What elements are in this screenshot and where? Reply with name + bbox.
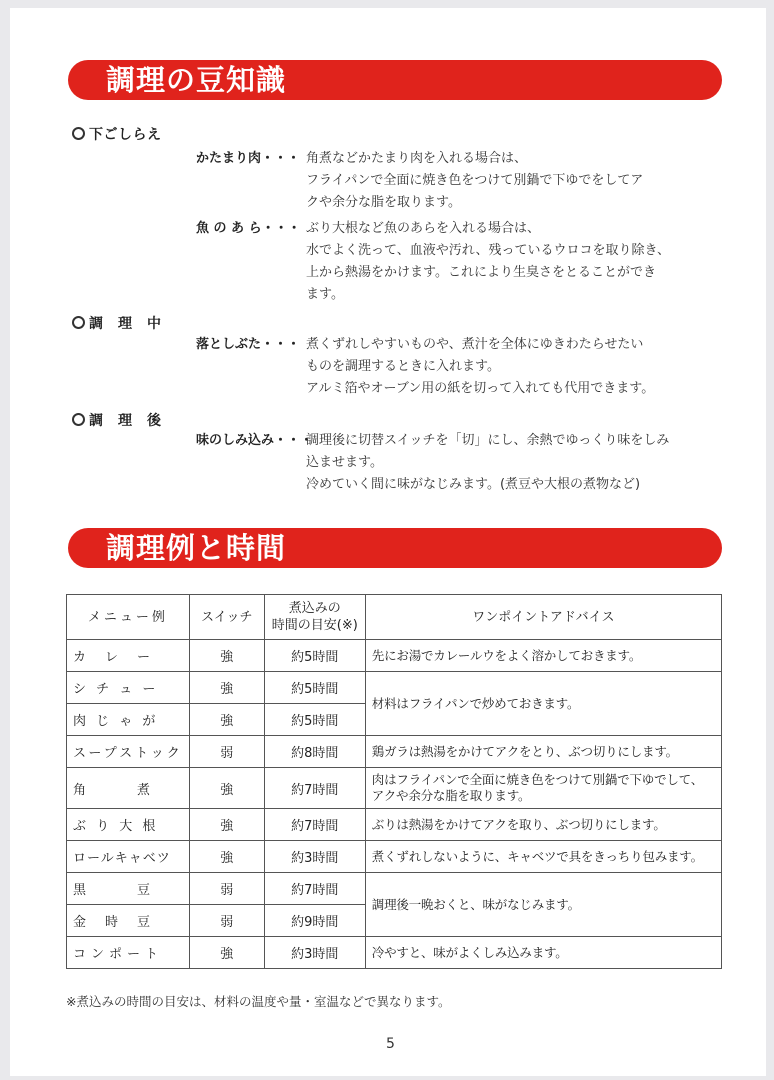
cell-menu: 肉 じ ゃ が	[67, 704, 190, 736]
desc-aji-shimikomi	[306, 430, 726, 496]
cell-menu: コンポート	[67, 937, 190, 969]
cell-time: 約3時間	[264, 841, 365, 873]
section-prep-label: 下ごしらえ	[89, 127, 162, 143]
cell-switch: 強	[189, 672, 264, 704]
section-after-heading	[72, 412, 162, 430]
cell-advice: 鶏ガラは熱湯をかけてアクをとり、ぶつ切りにします。	[365, 736, 721, 768]
cell-advice: ぶりは熱湯をかけてアクを取り、ぶつ切りにします。	[365, 809, 721, 841]
cell-advice: 肉はフライパンで全面に焼き色をつけて別鍋で下ゆでして、アクや余分な脂を取ります。	[365, 768, 721, 809]
section-during-label: 調 理 中	[89, 316, 162, 332]
desc-line: 上から熱湯をかけます。これにより生臭さをとることができ	[306, 265, 656, 280]
page-number: 5	[386, 1036, 395, 1052]
table-header-row	[67, 595, 722, 640]
header-time-line1: 煮込みの	[288, 601, 341, 616]
cell-menu: シ チ ュ ー	[67, 672, 190, 704]
cell-time: 約7時間	[264, 809, 365, 841]
table-row	[67, 937, 722, 969]
examples-banner	[68, 528, 722, 568]
desc-line: 煮くずれしやすいものや、煮汁を全体にゆきわたらせたい	[306, 337, 644, 352]
cell-switch: 強	[189, 809, 264, 841]
cell-time: 約9時間	[264, 905, 365, 937]
cell-time: 約7時間	[264, 768, 365, 809]
footnote: ※煮込みの時間の目安は、材料の温度や量・室温などで異なります。	[66, 994, 451, 1009]
table-row	[67, 736, 722, 768]
term-otoshibuta: 落としぶた・・・	[196, 337, 301, 352]
circle-bullet-icon	[72, 413, 85, 426]
cell-time: 約5時間	[264, 704, 365, 736]
cell-switch: 強	[189, 841, 264, 873]
examples-title: 調理例と時間	[106, 531, 287, 565]
desc-line: 冷めていく間に味がなじみます。(煮豆や大根の煮物など)	[306, 477, 641, 492]
desc-line: 角煮などかたまり肉を入れる場合は、	[306, 151, 528, 166]
desc-line: フライパンで全面に焼き色をつけて別鍋で下ゆでをしてア	[306, 173, 644, 188]
table-row	[67, 841, 722, 873]
cell-menu: スープストック	[67, 736, 190, 768]
desc-line: 水でよく洗って、血液や汚れ、残っているウロコを取り除き、	[306, 243, 671, 258]
header-switch: スイッチ	[189, 595, 264, 640]
cell-advice: 材料はフライパンで炒めておきます。	[365, 672, 721, 736]
cell-menu: 黒 豆	[67, 873, 190, 905]
desc-katamari-niku	[306, 148, 726, 214]
tips-banner	[68, 60, 722, 100]
table-row	[67, 809, 722, 841]
header-time	[264, 595, 365, 640]
manual-page	[10, 8, 766, 1076]
cell-time: 約5時間	[264, 672, 365, 704]
desc-sakana-ara	[306, 218, 726, 306]
desc-line: ます。	[306, 287, 344, 302]
table-row	[67, 672, 722, 704]
cell-switch: 強	[189, 704, 264, 736]
cell-switch: 弱	[189, 905, 264, 937]
cell-menu: 金 時 豆	[67, 905, 190, 937]
section-prep-heading	[72, 126, 162, 144]
table-row	[67, 873, 722, 905]
cell-switch: 強	[189, 768, 264, 809]
cell-time: 約5時間	[264, 640, 365, 672]
desc-line: ぶり大根など魚のあらを入れる場合は、	[306, 221, 541, 236]
header-menu: メニュー例	[67, 595, 190, 640]
term-sakana-ara: 魚 の あ ら・・・	[196, 221, 301, 236]
desc-line: ものを調理するときに入れます。	[306, 359, 500, 374]
cell-advice: 先にお湯でカレールウをよく溶かしておきます。	[365, 640, 721, 672]
section-after-label: 調 理 後	[89, 413, 162, 429]
term-aji-shimikomi: 味のしみ込み・・・	[196, 433, 314, 448]
cell-switch: 弱	[189, 736, 264, 768]
header-advice: ワンポイントアドバイス	[365, 595, 721, 640]
cell-time: 約8時間	[264, 736, 365, 768]
cell-advice: 調理後一晩おくと、味がなじみます。	[365, 873, 721, 937]
cooking-time-table	[66, 594, 722, 969]
cell-switch: 弱	[189, 873, 264, 905]
cell-advice: 煮くずれしないように、キャベツで具をきっちり包みます。	[365, 841, 721, 873]
cell-advice: 冷やすと、味がよくしみ込みます。	[365, 937, 721, 969]
tips-title: 調理の豆知識	[106, 63, 287, 97]
cell-switch: 強	[189, 640, 264, 672]
desc-line: アルミ箔やオーブン用の紙を切って入れても代用できます。	[306, 381, 655, 396]
circle-bullet-icon	[72, 316, 85, 329]
circle-bullet-icon	[72, 127, 85, 140]
section-during-heading	[72, 315, 162, 333]
cell-switch: 強	[189, 937, 264, 969]
cell-time: 約3時間	[264, 937, 365, 969]
cell-menu: ぶ り 大 根	[67, 809, 190, 841]
header-time-line2: 時間の目安(※)	[271, 618, 358, 633]
table-row	[67, 640, 722, 672]
desc-otoshibuta	[306, 334, 726, 400]
cell-menu: 角 煮	[67, 768, 190, 809]
cell-time: 約7時間	[264, 873, 365, 905]
desc-line: クや余分な脂を取ります。	[306, 195, 461, 210]
cell-menu: ロールキャベツ	[67, 841, 190, 873]
table-row	[67, 768, 722, 809]
desc-line: 調理後に切替スイッチを「切」にし、余熱でゆっくり味をしみ	[306, 433, 670, 448]
cell-menu: カ レ ー	[67, 640, 190, 672]
desc-line: 込ませます。	[306, 455, 383, 470]
term-katamari-niku: かたまり肉・・・	[196, 151, 301, 166]
